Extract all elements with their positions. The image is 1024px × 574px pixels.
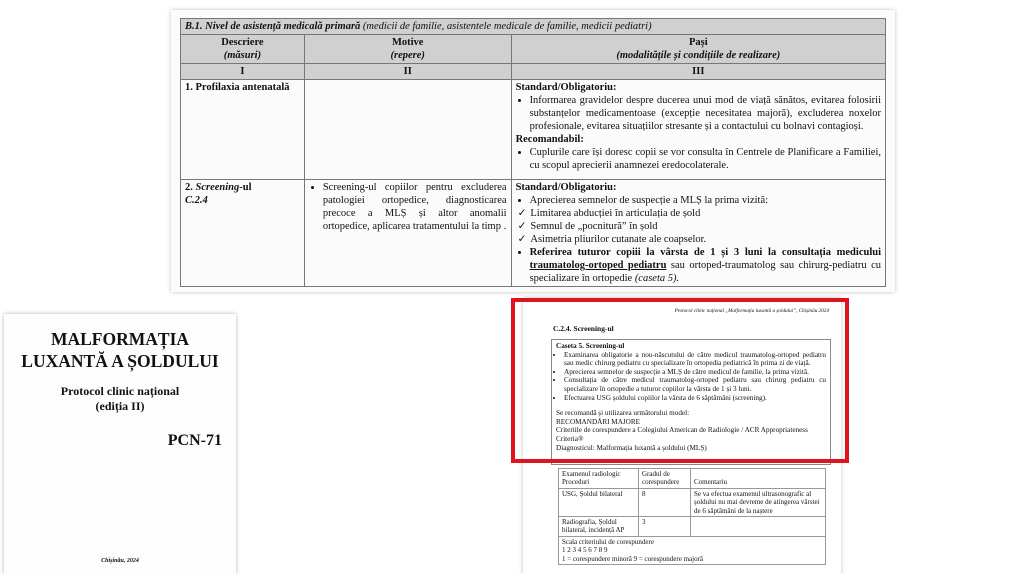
row2-description: 2. Screening-ul C.2.4 bbox=[181, 180, 305, 287]
row1-motive bbox=[304, 80, 511, 180]
table-row: USG, Șoldul bilateral 8 Se va efectua examenul ultrasonografic al șoldului nu mai devreme de atingerea vârstei de 6 săptămâni de la naștere bbox=[559, 488, 826, 516]
row1-description: 1. Profilaxia antenatală bbox=[181, 80, 305, 180]
box-paragraph: Se recomandă și utilizarea următorului model: bbox=[556, 409, 690, 418]
roman-2: II bbox=[304, 64, 511, 80]
row2-steps: Standard/Obligatoriu: • Aprecierea semnelor de suspecție a MLȘ la prima vizită: ✓ Limitarea abducției în articulația de șold ✓ Semnul de „pocnitură” în șold ✓ Asimetria pliurilor cutanate ale coapselor. • Referirea tuturor copiii la vârsta de 1 și 3 luni la consultația medicului traumatolog-ortoped pediatru sau ortoped-traumatolog sau chirurg-pediatru cu specializare în ortopedie (caseta 5). bbox=[511, 180, 885, 287]
top-table-scan bbox=[171, 10, 895, 292]
section-title: B.1. Nivel de asistență medicală primară (medicii de familie, asistentele medicale de familie, medicii pediatri) bbox=[181, 19, 886, 35]
header-motive: Motive (repere) bbox=[304, 35, 511, 64]
box-item: • Examinarea obligatorie a nou-născutului de către medicul traumatolog-ortoped pediatru sau medic chirurg pediatru cu specializare în ortopedia pediatrică în prima zi de viață. bbox=[564, 351, 826, 368]
box-paragraph: Criteriile de corespundere a Colegiului American de Radiologie / ACR Appropriateness Criteria® bbox=[556, 426, 808, 443]
header-descriere: Descriere (măsuri) bbox=[181, 35, 305, 64]
roman-1: I bbox=[181, 64, 305, 80]
box-paragraph: Diagnosticul: Malformația luxantă a șoldului (MLȘ) bbox=[556, 443, 707, 452]
steps-table bbox=[180, 18, 886, 287]
table-row: Examenul radiologic Proceduri Gradul de corespundere Comentariu bbox=[559, 469, 826, 489]
box-item: • Efectuarea USG șoldului copiilor la vârsta de 6 săptămâni (screening). bbox=[564, 394, 826, 403]
cover-page bbox=[4, 314, 236, 574]
row1-steps: Standard/Obligatoriu: • Informarea gravidelor despre ducerea unui mod de viață sănătos, evitarea folosirii substanțelor medicamentoase (excepție necesitatea majoră), excluderea noxelor profesionale, evitarea situațiilor stresante și a contactului cu bolnavi contagioși. Recomandabil: • Cuplurile care își doresc copii se vor consulta în Centrele de Planificare a Familiei, cu scopul aprecierii anamnezei eredocolaterale. bbox=[511, 80, 885, 180]
box-item: • Consultația de către medicul traumatolog-ortoped pediatru sau chirurg pediatru cu specializare în ortopedie a tuturor copiilor la vârsta de 1 și 3 luni. bbox=[564, 376, 826, 393]
table-row: Radiografia, Șoldul bilateral, incidență AP 3 bbox=[559, 517, 826, 537]
cover-code: PCN-71 bbox=[167, 432, 222, 449]
cover-subtitle: Protocol clinic național (ediția II) bbox=[60, 384, 180, 413]
box-paragraph: RECOMANDĂRI MAJORE bbox=[556, 417, 641, 426]
section-heading: C.2.4. Screening-ul bbox=[553, 324, 614, 333]
scale-cell: Scala criteriului de corespundere 1 2 3 4 5 6 7 8 9 1 = corespundere minoră 9 = corespundere majoră bbox=[559, 537, 826, 565]
box-item: • Aprecierea semnelor de suspecție a MLȘ de către medicul de familie, la prima vizită. bbox=[564, 368, 826, 377]
header-pasi: Pași (modalitățile și condițiile de realizare) bbox=[511, 35, 885, 64]
highlight-frame bbox=[511, 298, 849, 463]
table-row bbox=[559, 537, 826, 565]
radiology-table bbox=[558, 468, 826, 565]
row2-motive: • Screening-ul copiilor pentru excluderea patologiei ortopedice, diagnosticarea precoce a MLȘ și altor anomalii ortopedice, aplicarea tratamentului la timp . bbox=[304, 180, 511, 287]
cover-place-year: Chișinău, 2024 bbox=[101, 558, 139, 564]
roman-3: III bbox=[511, 64, 885, 80]
box-title: Caseta 5. Screening-ul bbox=[556, 342, 625, 350]
cover-title: MALFORMAȚIA LUXANTĂ A ȘOLDULUI bbox=[21, 329, 219, 371]
running-head: Protocol clinic național „Malformația luxantă a șoldului”, Chișinău 2024 bbox=[674, 308, 829, 314]
